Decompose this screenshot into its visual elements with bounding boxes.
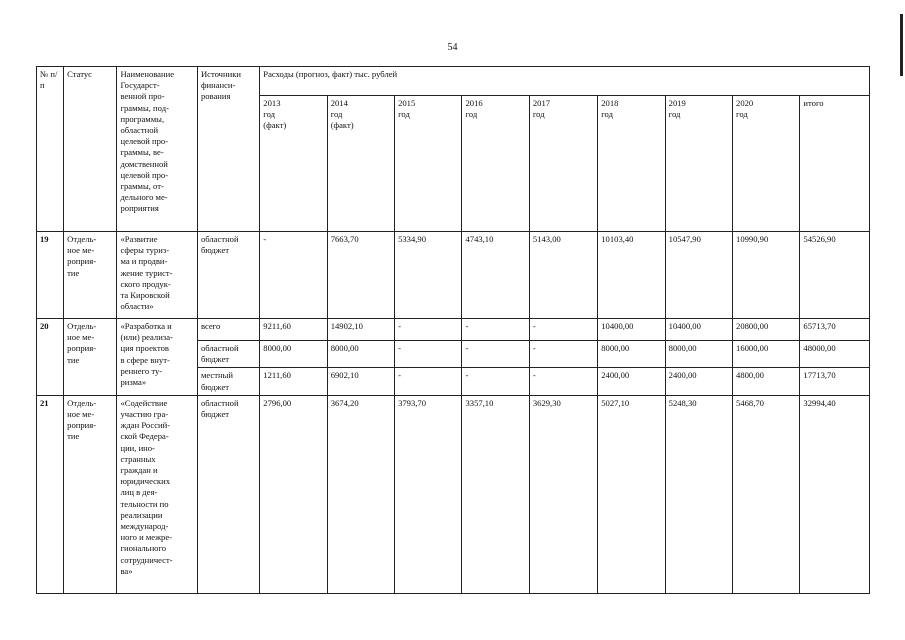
row-status: Отдель- ное ме- роприя- тие: [64, 395, 117, 593]
value-total: 17713,70: [800, 368, 870, 395]
header-year-2020: 2020 год: [733, 96, 800, 232]
value-2013: 8000,00: [260, 341, 327, 368]
row-name: «Содействие участию гра- ждан Россий- ской Федера- ции, ино- странных граждан и юридических лиц в дея- тельности по реализации международ- ного и межре- гионального сотрудничест- ва»: [117, 395, 197, 593]
value-total: 32994,40: [800, 395, 870, 593]
header-year-2017: 2017 год: [529, 96, 597, 232]
value-2018: 10103,40: [598, 232, 665, 319]
header-year-2014: 2014 год (факт): [327, 96, 394, 232]
table-row: [37, 319, 870, 341]
value-2020: 20800,00: [733, 319, 800, 341]
value-2020: 4800,00: [733, 368, 800, 395]
header-status: Статус: [64, 67, 117, 232]
value-2020: 16000,00: [733, 341, 800, 368]
header-year-2013: 2013 год (факт): [260, 96, 327, 232]
value-2017: 3629,30: [529, 395, 597, 593]
value-2016: 4743,10: [462, 232, 529, 319]
value-2016: -: [462, 341, 529, 368]
row-source: областной бюджет: [197, 232, 259, 319]
value-2016: -: [462, 319, 529, 341]
row-source: местный бюджет: [197, 368, 259, 395]
value-2015: 5334,90: [395, 232, 462, 319]
header-num: № п/п: [37, 67, 64, 232]
value-2017: -: [529, 368, 597, 395]
value-2014: 3674,20: [327, 395, 394, 593]
table-row: [37, 232, 870, 319]
row-name: «Развитие сферы туриз- ма и продви- жение турист- ского продук- та Кировской области»: [117, 232, 197, 319]
value-2016: 3357,10: [462, 395, 529, 593]
value-2014: 7663,70: [327, 232, 394, 319]
value-total: 65713,70: [800, 319, 870, 341]
row-status: Отдель- ное ме- роприя- тие: [64, 232, 117, 319]
value-2018: 8000,00: [598, 341, 665, 368]
header-year-2019: 2019 год: [665, 96, 732, 232]
header-year-2016: 2016 год: [462, 96, 529, 232]
value-2018: 10400,00: [598, 319, 665, 341]
value-2014: 8000,00: [327, 341, 394, 368]
value-2013: 9211,60: [260, 319, 327, 341]
header-source: Источники финанси- рования: [197, 67, 259, 232]
value-2013: 1211,60: [260, 368, 327, 395]
row-source: всего: [197, 319, 259, 341]
row-source: областной бюджет: [197, 341, 259, 368]
value-2017: 5143,00: [529, 232, 597, 319]
value-2017: -: [529, 341, 597, 368]
row-number: 19: [37, 232, 64, 319]
table-row: [37, 395, 870, 593]
value-2018: 5027,10: [598, 395, 665, 593]
header-year-2018: 2018 год: [598, 96, 665, 232]
header-year-2015: 2015 год: [395, 96, 462, 232]
value-2015: 3793,70: [395, 395, 462, 593]
row-source: областной бюджет: [197, 395, 259, 593]
value-2018: 2400,00: [598, 368, 665, 395]
row-name: «Разработка и (или) реализа- ция проектов в сфере внут- реннего ту- ризма»: [117, 319, 197, 396]
edge-mark: [900, 14, 903, 76]
value-2013: 2796,00: [260, 395, 327, 593]
row-status: Отдель- ное ме- роприя- тие: [64, 319, 117, 396]
value-2017: -: [529, 319, 597, 341]
value-total: 48000,00: [800, 341, 870, 368]
page-number: 54: [447, 42, 458, 53]
value-2015: -: [395, 319, 462, 341]
value-2016: -: [462, 368, 529, 395]
value-2020: 10990,90: [733, 232, 800, 319]
value-2014: 14902,10: [327, 319, 394, 341]
value-2019: 10400,00: [665, 319, 732, 341]
value-2015: -: [395, 368, 462, 395]
header-name: Наименование Государст- венной про- граммы, под- программы, областной целевой про- граммы, ве- домственной целевой про- граммы, от- дельного ме- роприятия: [117, 67, 197, 232]
value-2020: 5468,70: [733, 395, 800, 593]
value-2014: 6902,10: [327, 368, 394, 395]
row-number: 20: [37, 319, 64, 396]
expenses-table: [36, 66, 870, 594]
value-2015: -: [395, 341, 462, 368]
header-row-1: [37, 67, 870, 96]
row-number: 21: [37, 395, 64, 593]
value-2013: -: [260, 232, 327, 319]
value-total: 54526,90: [800, 232, 870, 319]
value-2019: 8000,00: [665, 341, 732, 368]
value-2019: 10547,90: [665, 232, 732, 319]
value-2019: 5248,30: [665, 395, 732, 593]
header-total: итого: [800, 96, 870, 232]
header-expenses: Расходы (прогноз, факт) тыс. рублей: [260, 67, 870, 96]
value-2019: 2400,00: [665, 368, 732, 395]
